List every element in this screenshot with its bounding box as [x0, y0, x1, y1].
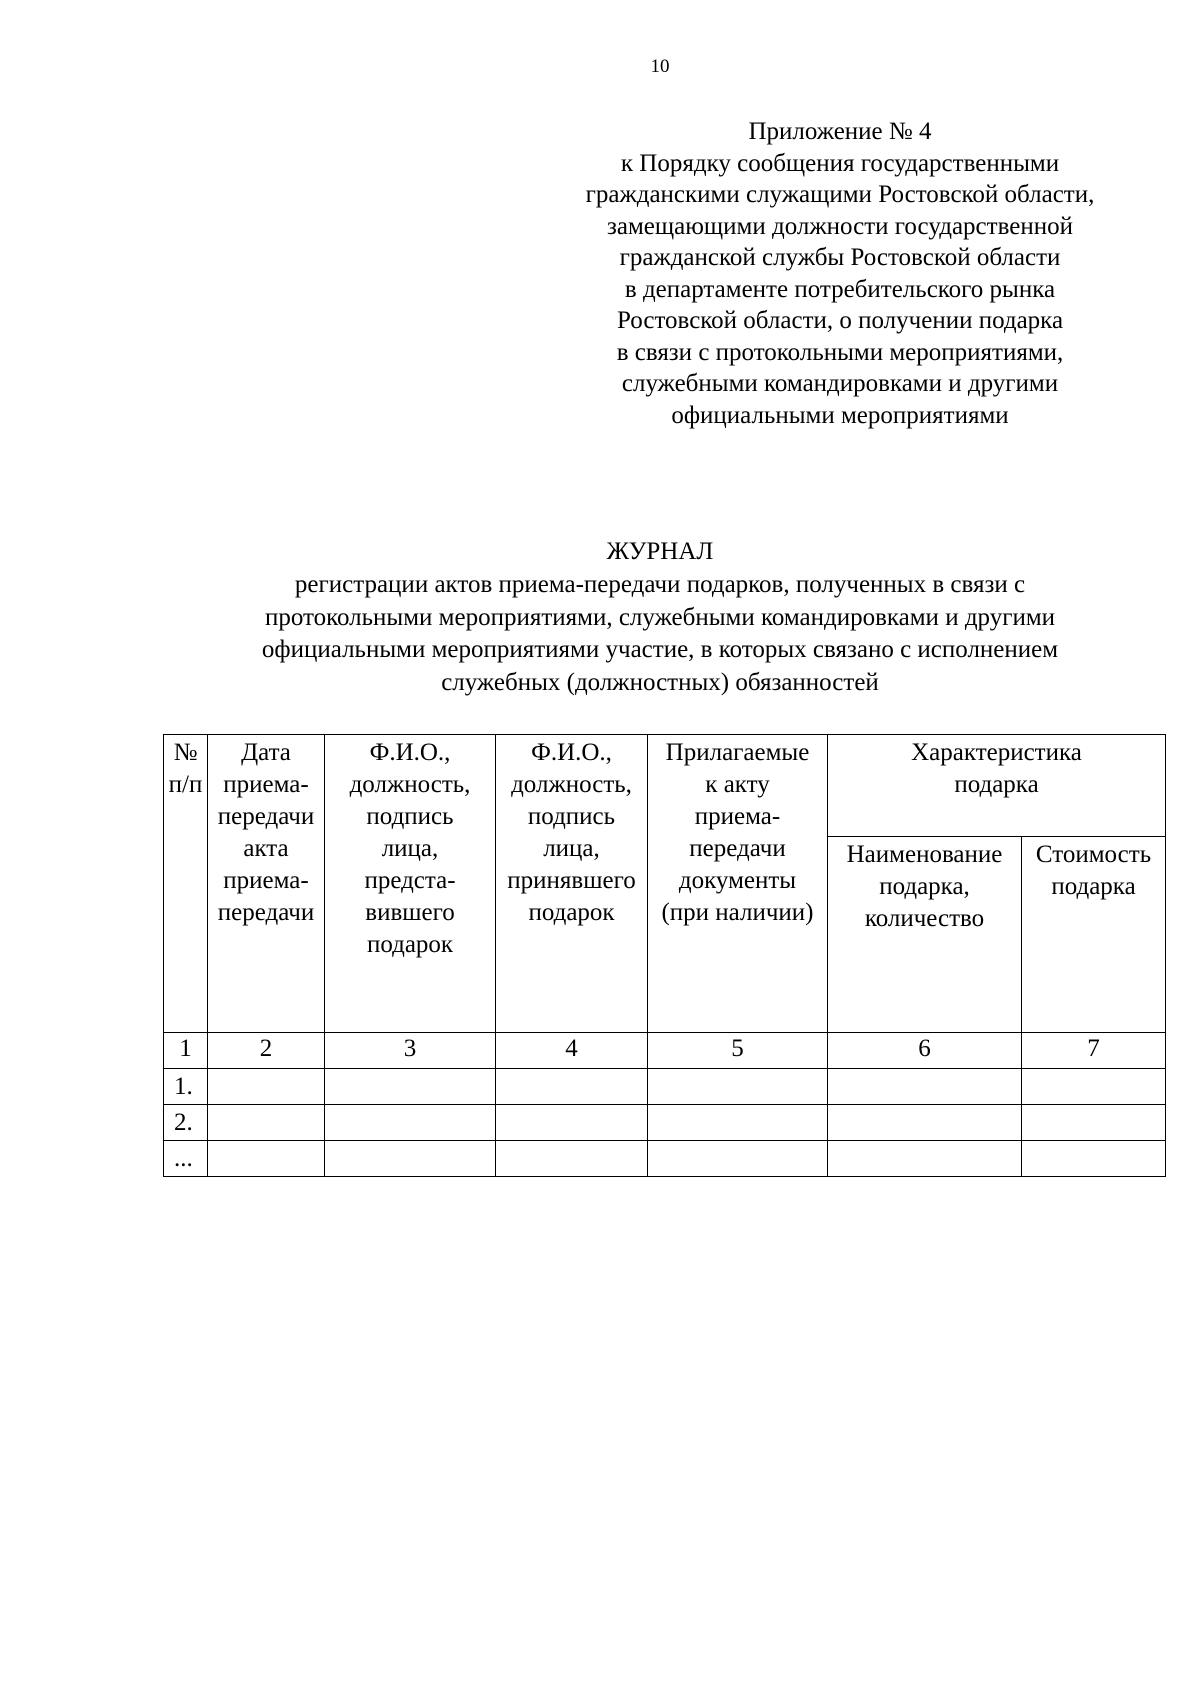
appendix-note: [560, 116, 1120, 431]
table-cell: [648, 1141, 828, 1177]
table-cell: [496, 1141, 648, 1177]
column-number: 2: [208, 1033, 325, 1069]
gift-journal-table: [163, 734, 1166, 1177]
table-cell: [496, 1069, 648, 1105]
header-number: № п/п: [164, 735, 208, 1033]
row-number: 1.: [164, 1069, 208, 1105]
header-presenter: Ф.И.О., должность, подпись лица, предста- вившего подарок: [325, 735, 496, 1033]
subtitle-line: служебных (должностных) обязанностей: [441, 668, 879, 696]
table-cell: [496, 1105, 648, 1141]
table-cell: [1022, 1105, 1166, 1141]
table-cell: [325, 1105, 496, 1141]
table-row: [164, 1069, 1166, 1105]
subtitle-line: регистрации актов приема-передачи подарков, полученных в связи с: [294, 571, 1026, 598]
header-attached-documents: Прилагаемые к акту приема- передачи документы (при наличии): [648, 735, 828, 1033]
table-cell: [828, 1105, 1022, 1141]
header-receiver: Ф.И.О., должность, подпись лица, принявшего подарок: [496, 735, 648, 1033]
column-numbers-row: [164, 1033, 1166, 1069]
table-cell: [208, 1069, 325, 1105]
appendix-line: Ростовской области, о получении подарка: [616, 307, 1064, 334]
appendix-line: к Порядку сообщения государственными: [620, 149, 1060, 177]
header-gift-cost: Стоимость подарка: [1022, 837, 1166, 1033]
table-cell: [648, 1069, 828, 1105]
appendix-line: гражданской службы Ростовской области: [619, 244, 1061, 271]
table-cell: [325, 1069, 496, 1105]
row-number: ...: [164, 1141, 208, 1177]
appendix-line: Приложение № 4: [748, 118, 932, 145]
column-number: 7: [1022, 1033, 1166, 1069]
table-cell: [208, 1141, 325, 1177]
header-transfer-date: Дата приема- передачи акта приема- передачи: [208, 735, 325, 1033]
subtitle-line: протокольными мероприятиями, служебными командировками и другими: [264, 603, 1056, 631]
appendix-line: в связи с протокольными мероприятиями,: [616, 338, 1064, 366]
header-gift-characteristics: Характеристика подарка: [828, 735, 1166, 837]
table-row: [164, 1105, 1166, 1141]
column-number: 1: [164, 1033, 208, 1069]
table-cell: [828, 1141, 1022, 1177]
column-number: 6: [828, 1033, 1022, 1069]
table-cell: [828, 1069, 1022, 1105]
table-cell: [208, 1105, 325, 1141]
table-row: [164, 1141, 1166, 1177]
page-number: 10: [650, 56, 670, 77]
appendix-line: официальными мероприятиями: [671, 401, 1009, 429]
table-cell: [1022, 1141, 1166, 1177]
table-cell: [648, 1105, 828, 1141]
column-number: 5: [648, 1033, 828, 1069]
column-number: 3: [325, 1033, 496, 1069]
row-number: 2.: [164, 1105, 208, 1141]
header-gift-name: Наименование подарка, количество: [828, 837, 1022, 1033]
table-cell: [1022, 1069, 1166, 1105]
subtitle-line: официальными мероприятиями участие, в которых связано с исполнением: [261, 636, 1059, 663]
appendix-line: в департаменте потребительского рынка: [624, 275, 1056, 303]
journal-title: ЖУРНАЛ: [606, 538, 714, 565]
table-cell: [325, 1141, 496, 1177]
journal-subtitle: [0, 569, 1200, 699]
appendix-line: замещающими должности государственной: [607, 212, 1073, 240]
appendix-line: гражданскими служащими Ростовской области,: [585, 181, 1095, 208]
column-number: 4: [496, 1033, 648, 1069]
appendix-line: служебными командировками и другими: [621, 370, 1059, 397]
